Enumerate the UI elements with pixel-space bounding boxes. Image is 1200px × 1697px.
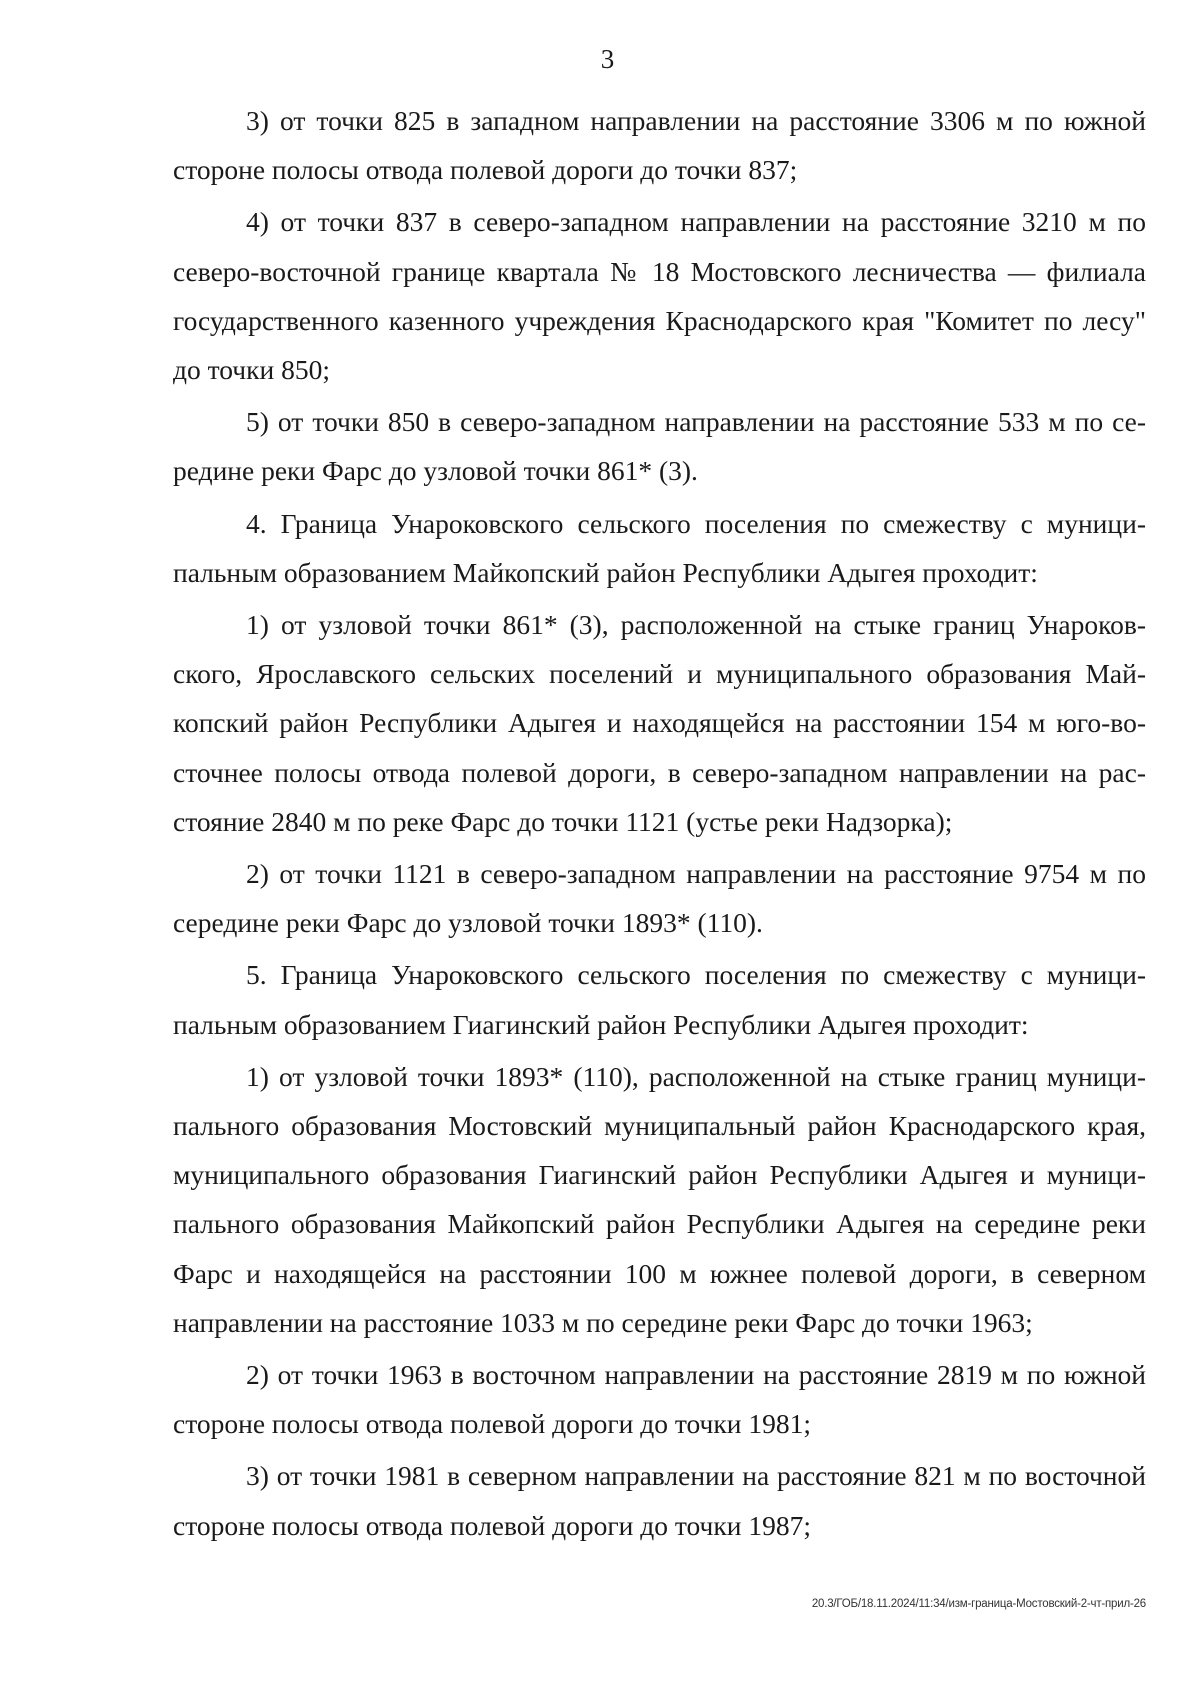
paragraph: 2) от точки 1963 в восточном направлении на расстояние 2819 м по южной стороне полосы отвода полевой дороги до точки 1981; [173, 1359, 1146, 1440]
document-body [173, 96, 1146, 1553]
paragraph: 1) от узловой точки 861* (3), расположенной на стыке границ Унароковского, Ярославского сельских поселений и муниципального образования Майкопский район Республики Адыгея и находящейся на расстоянии 154 м юго-восточнее полосы отвода полевой дороги, в северо-западном направлении на расстояние 2840 м по реке Фарс до точки 1121 (устье реки Надзорка); [173, 609, 1146, 837]
paragraph: 4. Граница Унароковского сельского поселения по смежеству с муниципальным образованием Майкопский район Республики Адыгея проходит: [173, 507, 1146, 588]
paragraph: 3) от точки 825 в западном направлении на расстояние 3306 м по южной стороне полосы отвода полевой дороги до точки 837; [173, 105, 1146, 186]
paragraph: 2) от точки 1121 в северо-западном направлении на расстояние 9754 м по середине реки Фарс до узловой точки 1893* (110). [173, 858, 1146, 939]
paragraph: 5. Граница Унароковского сельского поселения по смежеству с муниципальным образованием Гиагинский район Республики Адыгея проходит: [173, 959, 1146, 1040]
paragraph: 4) от точки 837 в северо-западном направлении на расстояние 3210 м по северо-восточной границе квартала № 18 Мостовского лесничества — филиала государственного казенного учреждения Краснодарского края "Комитет по лесу" до точки 850; [173, 206, 1146, 386]
paragraph: 3) от точки 1981 в северном направлении на расстояние 821 м по восточной стороне полосы отвода полевой дороги до точки 1987; [173, 1460, 1146, 1541]
document-footer-id: 20.3/ГОБ/18.11.2024/11:34/изм-граница-Мостовский-2-чт-прил-26 [811, 1598, 1146, 1610]
paragraph: 1) от узловой точки 1893* (110), расположенной на стыке границ муниципального образования Мостовский муниципальный район Краснодарского края, муниципального образования Гиагинский район Республики Адыгея и муниципального образования Майкопский район Республики Адыгея на середине реки Фарс и находящейся на расстоянии 100 м южнее полевой дороги, в северном направлении на расстояние 1033 м по середине реки Фарс до точки 1963; [173, 1060, 1146, 1338]
paragraph: 5) от точки 850 в северо-западном направлении на расстояние 533 м по середине реки Фарс до узловой точки 861* (3). [173, 406, 1146, 487]
page-number: 3 [600, 44, 615, 74]
